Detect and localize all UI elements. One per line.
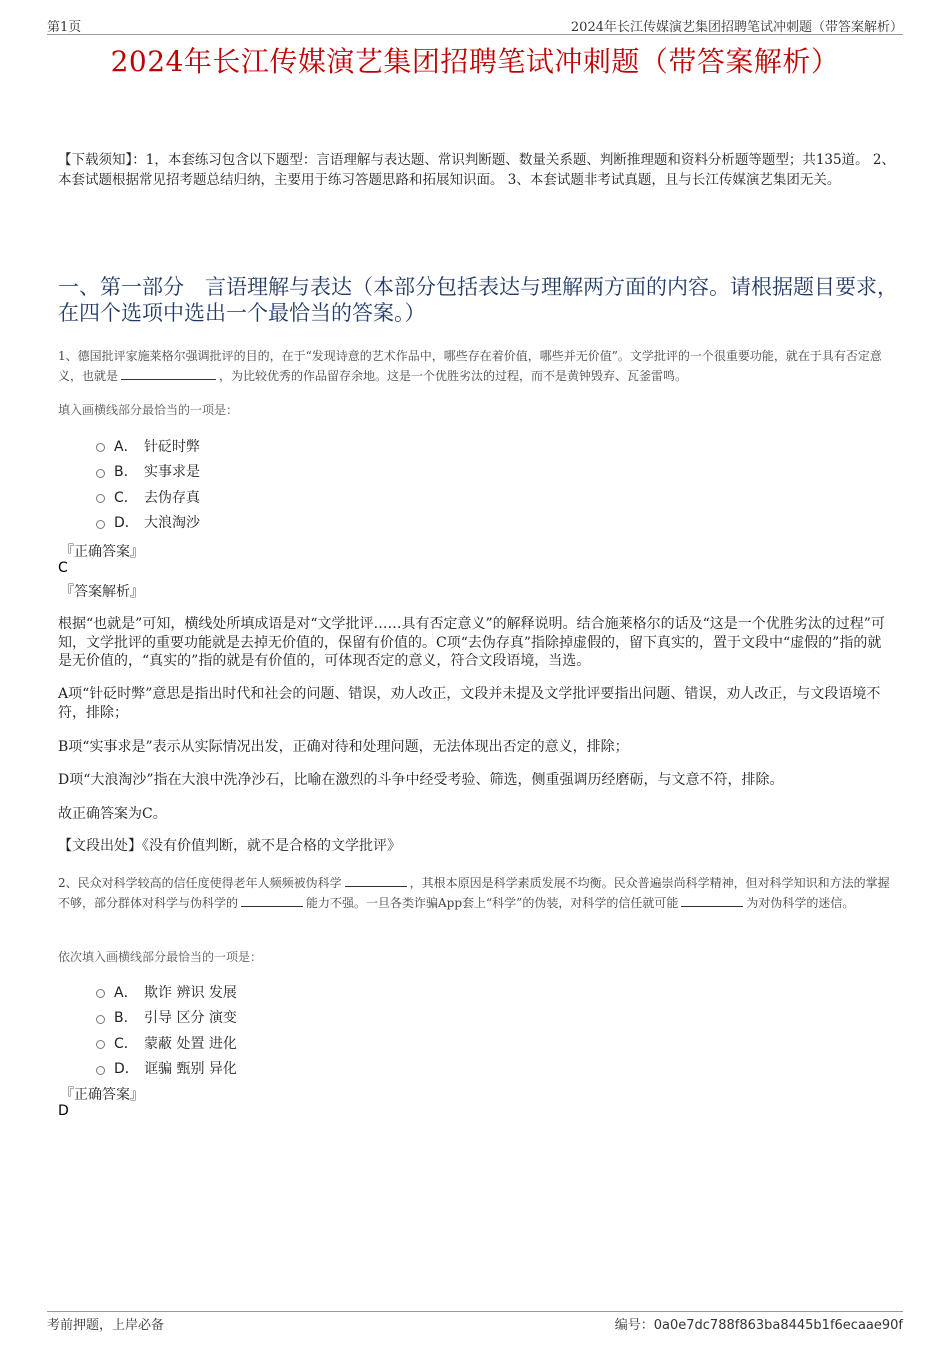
text-source: 【文段出处】《没有价值判断，就不是合格的文学批评》: [58, 838, 401, 854]
option-letter: D．: [114, 515, 139, 532]
question-2-text-part-b: ，其根本原因是科学素质发展不均衡。民众普遍崇尚科学精神，但对科学知识和方法的掌握不够，部分群体对科学与伪科学的: [58, 876, 890, 910]
page-header: [47, 14, 903, 35]
radio-icon[interactable]: [96, 1040, 105, 1049]
radio-icon[interactable]: [96, 469, 105, 478]
download-notice: 【下载须知】：1，本套练习包含以下题型：言语理解与表达题、常识判断题、数量关系题、判断推理题和资料分析题等题型；共135道。 2、本套试题根据常见招考题总结归纳，主要用于练习答题思路和拓展知识面。 3、本套试题非考试真题，且与长江传媒演艺集团无关。: [58, 152, 895, 188]
option-c[interactable]: [96, 484, 200, 510]
option-text: 诓骗 甄别 异化: [144, 1061, 237, 1078]
option-text: 去伪存真: [144, 489, 200, 506]
correct-answer: D: [58, 1103, 69, 1119]
option-text: 引导 区分 演变: [144, 1010, 237, 1027]
header-doc-title: 2024年长江传媒演艺集团招聘笔试冲刺题（带答案解析）: [570, 20, 903, 35]
correct-answer: C: [58, 560, 68, 576]
option-letter: A．: [114, 438, 138, 455]
question-1-text-part-a: 1、德国批评家施莱格尔强调批评的目的，在于“发现诗意的艺术作品中，哪些存在着价值，哪些并无价值”。文学批评的一个很重要功能，就在于具有否定意义，也就是: [58, 349, 882, 383]
option-letter: B．: [114, 1010, 138, 1027]
analysis-paragraph-1: 根据“也就是”可知，横线处所填成语是对“文学批评……具有否定意义”的解释说明。结合施莱格尔的话及“这是一个优胜劣汰的过程”可知，文学批评的重要功能就是去掉无价值的，保留有价值的。C项“去伪存真”指除掉虚假的，留下真实的，置于文段中“虚假的”指的就是无价值的，“真实的”指的就是有价值的，可体现否定的意义，符合文段语境，当选。: [58, 616, 885, 669]
question-2-options: [96, 979, 237, 1081]
question-2-text-part-d: 为对伪科学的迷信。: [746, 896, 855, 910]
page-title: 2024年长江传媒演艺集团招聘笔试冲刺题（带答案解析）: [110, 45, 840, 78]
option-d[interactable]: [96, 510, 200, 536]
radio-icon[interactable]: [96, 1015, 105, 1024]
question-1-text: [58, 346, 898, 386]
footer-code-value: 0a0e7dc788f863ba8445b1f6ecaae90f: [653, 1318, 903, 1333]
option-d[interactable]: [96, 1056, 237, 1082]
page-footer: [47, 1311, 903, 1333]
option-text: 针砭时弊: [144, 438, 200, 455]
analysis-paragraph-3: B项“实事求是”表示从实际情况出发，正确对待和处理问题，无法体现出否定的意义，排除；: [58, 739, 629, 755]
option-letter: A．: [114, 984, 138, 1001]
option-text: 欺诈 辨识 发展: [144, 984, 237, 1001]
option-c[interactable]: [96, 1030, 237, 1056]
section-heading: 一、第一部分 言语理解与表达（本部分包括表达与理解两方面的内容。请根据题目要求，在四个选项中选出一个最恰当的答案。）: [58, 275, 898, 325]
question-1-prompt: 填入画横线部分最恰当的一项是：: [58, 403, 239, 417]
option-text: 实事求是: [144, 464, 200, 481]
correct-answer-label: 『正确答案』: [60, 544, 144, 560]
footer-code-label: 编号：: [614, 1318, 654, 1333]
option-letter: B．: [114, 464, 138, 481]
radio-icon[interactable]: [96, 520, 105, 529]
analysis-paragraph-4: D项“大浪淘沙”指在大浪中洗净沙石，比喻在激烈的斗争中经受考验、筛选，侧重强调历经磨砺，与文意不符，排除。: [58, 772, 784, 788]
question-2-text-part-a: 2、民众对科学较高的信任度使得老年人频频被伪科学: [58, 876, 342, 890]
correct-answer-label: 『正确答案』: [60, 1087, 144, 1103]
option-b[interactable]: [96, 1005, 237, 1031]
analysis-conclusion: 故正确答案为C。: [58, 806, 167, 822]
radio-icon[interactable]: [96, 1066, 105, 1075]
question-2-blank-3: [681, 894, 743, 907]
option-letter: C．: [114, 489, 138, 506]
option-b[interactable]: [96, 459, 200, 485]
option-letter: D．: [114, 1061, 139, 1078]
question-2-prompt: 依次填入画横线部分最恰当的一项是：: [58, 950, 263, 964]
option-text: 大浪淘沙: [144, 515, 200, 532]
footer-code: [615, 1314, 903, 1333]
radio-icon[interactable]: [96, 494, 105, 503]
radio-icon[interactable]: [96, 989, 105, 998]
question-1-options: [96, 433, 200, 535]
footer-slogan: 考前押题，上岸必备: [47, 1318, 165, 1333]
page-number: 第1页: [47, 20, 82, 35]
option-a[interactable]: [96, 979, 237, 1005]
question-2-blank-1: [345, 874, 407, 887]
question-1-text-part-b: ，为比较优秀的作品留存余地。这是一个优胜劣汰的过程，而不是黄钟毁弃、瓦釜雷鸣。: [219, 369, 688, 383]
option-text: 蒙蔽 处置 进化: [144, 1035, 237, 1052]
question-2-text: [58, 873, 898, 913]
option-letter: C．: [114, 1035, 138, 1052]
question-2-text-part-c: 能力不强。一旦各类诈骗App套上“科学”的伪装，对科学的信任就可能: [306, 896, 679, 910]
analysis-paragraph-2: A项“针砭时弊”意思是指出时代和社会的问题、错误，劝人改正，文段并未提及文学批评要指出问题、错误，劝人改正，与文段语境不符，排除；: [58, 686, 881, 721]
question-2-blank-2: [241, 894, 303, 907]
question-1-blank: [121, 367, 216, 380]
analysis-label: 『答案解析』: [60, 584, 144, 600]
radio-icon[interactable]: [96, 443, 105, 452]
option-a[interactable]: [96, 433, 200, 459]
